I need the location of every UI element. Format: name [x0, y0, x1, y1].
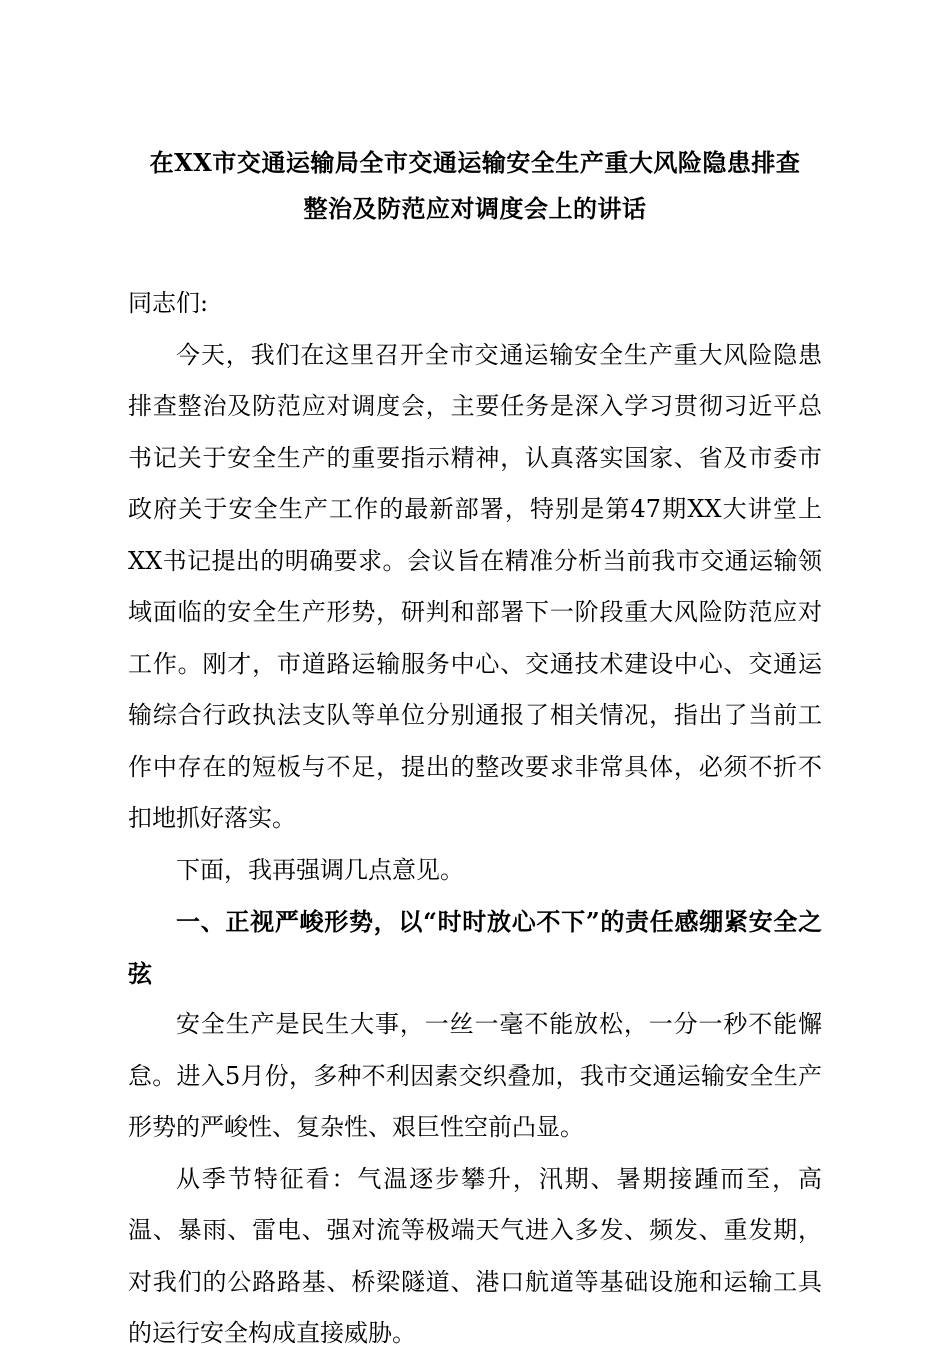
- body-paragraph: 安全生产是民生大事，一丝一毫不能放松，一分一秒不能懈怠。进入5月份，多种不利因素交织叠加，我市交通运输安全生产形势的严峻性、复杂性、艰巨性空前凸显。: [128, 1010, 822, 1141]
- salutation: 同志们:: [128, 289, 209, 317]
- body-paragraph: 下面，我再强调几点意见。: [176, 855, 464, 884]
- document-body: [128, 278, 822, 1360]
- document-title: [128, 140, 822, 232]
- body-paragraph: 从季节特征看：气温逐步攀升，汛期、暑期接踵而至，高温、暴雨、雷电、强对流等极端天气进入多发、频发、重发期，对我们的公路路基、桥梁隧道、港口航道等基础设施和运输工具的运行安全构成直接威胁。: [128, 1164, 822, 1347]
- section-heading: 一、正视严峻形势，以“时时放心不下”的责任感绷紧安全之弦: [128, 907, 822, 988]
- title-line-1: 在XX市交通运输局全市交通运输安全生产重大风险隐患排查: [149, 148, 801, 177]
- title-line-2: 整治及防范应对调度会上的讲话: [303, 194, 647, 223]
- body-paragraph: 今天，我们在这里召开全市交通运输安全生产重大风险隐患排查整治及防范应对调度会，主要任务是深入学习贯彻习近平总书记关于安全生产的重要指示精神，认真落实国家、省及市委市政府关于安全生产工作的最新部署，特别是第47期XX大讲堂上XX书记提出的明确要求。会议旨在精准分析当前我市交通运输领域面临的安全生产形势，研判和部署下一阶段重大风险防范应对工作。刚才，市道路运输服务中心、交通技术建设中心、交通运输综合行政执法支队等单位分别通报了相关情况，指出了当前工作中存在的短板与不足，提出的整改要求非常具体，必须不折不扣地抓好落实。: [128, 340, 822, 832]
